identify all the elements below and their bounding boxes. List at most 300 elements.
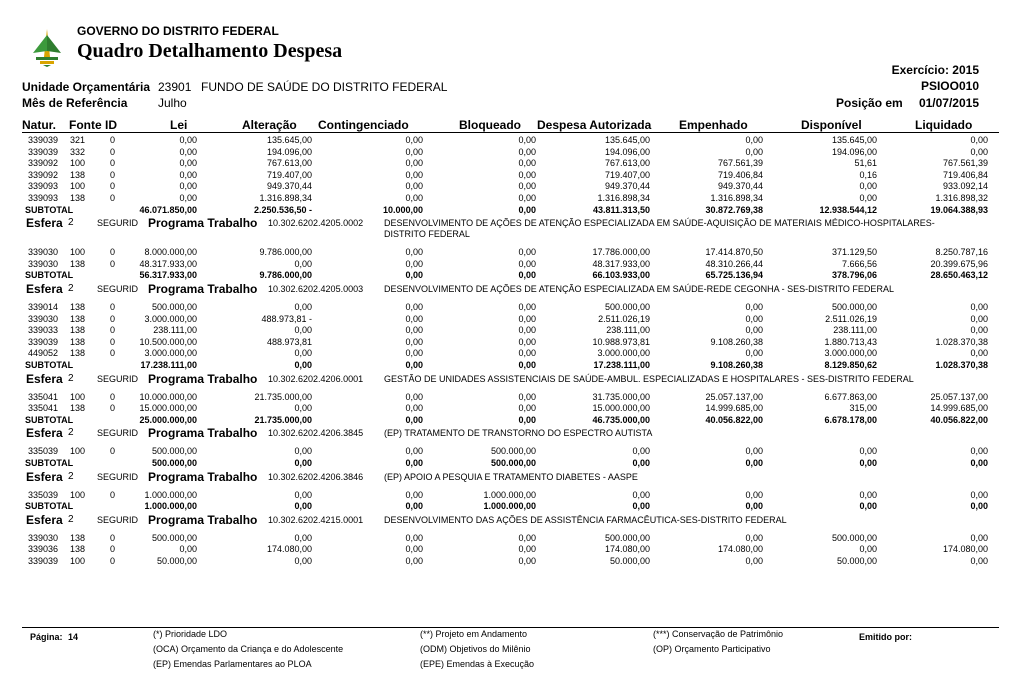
esfera-segment: SEGURID [97, 471, 139, 482]
esfera-number: 2 [68, 513, 74, 525]
subtotal-bloqueado: 1.000.000,00 [483, 501, 536, 512]
table-row [0, 147, 1029, 158]
cell-lei: 0,00 [179, 544, 197, 555]
cell-bloqueado: 0,00 [518, 193, 536, 203]
cell-bloqueado: 0,00 [518, 258, 536, 269]
legend-ep: (EP) Emendas Parlamentares ao PLOA [153, 659, 312, 669]
cell-fonte: 138 [70, 325, 86, 336]
cell-fonte: 100 [70, 489, 86, 500]
cell-natur: 335039 [28, 446, 59, 457]
cell-despesa-autorizada: 500.000,00 [604, 532, 650, 543]
cell-fonte: 332 [70, 146, 86, 157]
cell-disponivel: 0,00 [859, 489, 877, 500]
programa-label: Programa Trabalho [148, 216, 258, 231]
cell-empenhado: 0,00 [745, 348, 763, 359]
subtotal-contingenciado: 0,00 [405, 270, 423, 281]
cell-contingenciado: 0,00 [405, 169, 423, 180]
cell-contingenciado: 0,00 [405, 336, 423, 347]
cell-empenhado: 9.108.260,38 [710, 336, 763, 347]
cell-contingenciado: 0,00 [405, 146, 423, 157]
subtotal-empenhado: 9.108.260,38 [710, 360, 763, 370]
table-row [0, 325, 1029, 336]
programa-description: DESENVOLVIMENTO DE AÇÕES DE ATENÇÃO ESPECIALIZADA EM SAÚDE-REDE CEGONHA - SES-DISTRITO FEDERAL [384, 284, 894, 294]
cell-id: 0 [110, 336, 116, 347]
esfera-segment: SEGURID [97, 218, 139, 229]
subtotal-lei: 56.317.933,00 [139, 270, 197, 281]
cell-empenhado: 949.370,44 [717, 181, 763, 192]
table-row [0, 193, 1029, 204]
subtotal-row [0, 270, 1029, 281]
cell-id: 0 [110, 313, 116, 324]
cell-disponivel: 371.129,50 [831, 247, 877, 258]
cell-id: 0 [110, 446, 116, 457]
subtotal-disponivel: 6.678.178,00 [824, 414, 877, 425]
esfera-segment: SEGURID [97, 514, 139, 525]
esfera-number: 2 [68, 283, 74, 294]
cell-liquidado: 1.316.898,32 [935, 193, 988, 203]
cell-empenhado: 0,00 [745, 313, 763, 324]
cell-despesa-autorizada: 174.080,00 [604, 544, 650, 555]
subtotal-empenhado: 40.056.822,00 [705, 414, 763, 425]
subtotal-alteracao: 0,00 [294, 360, 312, 370]
subtotal-row [0, 205, 1029, 216]
cell-despesa-autorizada: 48.317.933,00 [592, 258, 650, 269]
cell-contingenciado: 0,00 [405, 258, 423, 269]
cell-lei: 500.000,00 [151, 302, 197, 312]
mes-label: Mês de Referência [22, 96, 128, 110]
cell-fonte: 100 [70, 158, 86, 169]
cell-lei: 1.000.000,00 [144, 489, 197, 500]
cell-despesa-autorizada: 15.000.000,00 [592, 403, 650, 414]
esfera-label: Esfera [26, 512, 63, 527]
cell-id: 0 [110, 135, 116, 145]
cell-empenhado: 17.414.870,50 [705, 247, 763, 258]
cell-bloqueado: 0,00 [518, 169, 536, 180]
programa-label: Programa Trabalho [148, 426, 258, 441]
legend-conservacao: (***) Conservação de Patrimônio [653, 629, 784, 639]
table-row [0, 490, 1029, 501]
cell-contingenciado: 0,00 [405, 544, 423, 555]
cell-bloqueado: 0,00 [518, 336, 536, 347]
subtotal-label: SUBTOTAL [25, 501, 74, 512]
cell-contingenciado: 0,00 [405, 532, 423, 543]
cell-contingenciado: 0,00 [405, 446, 423, 457]
cell-id: 0 [110, 403, 116, 414]
cell-lei: 238.111,00 [153, 325, 197, 336]
cell-alteracao: 135.645,00 [266, 135, 312, 145]
programa-label: Programa Trabalho [148, 371, 258, 386]
pagina-label: Página: [30, 632, 63, 642]
cell-id: 0 [110, 489, 116, 500]
cell-lei: 15.000.000,00 [139, 403, 197, 414]
esfera-label: Esfera [26, 216, 63, 231]
cell-id: 0 [110, 193, 116, 203]
cell-alteracao: 0,00 [294, 446, 312, 457]
subtotal-liquidado: 0,00 [970, 501, 988, 512]
cell-fonte: 138 [70, 313, 86, 324]
cell-despesa-autorizada: 135.645,00 [604, 135, 650, 145]
cell-lei: 500.000,00 [151, 532, 197, 543]
programa-code: 10.302.6202.4215.0001 [268, 514, 364, 525]
cell-liquidado: 1.028.370,38 [935, 336, 988, 347]
subtotal-liquidado: 0,00 [970, 458, 988, 468]
subtotal-lei: 46.071.850,00 [139, 204, 197, 215]
subtotal-despesa-autorizada: 66.103.933,00 [592, 270, 650, 281]
cell-natur: 339039 [28, 336, 59, 347]
cell-disponivel: 0,00 [859, 193, 877, 203]
cell-fonte: 138 [70, 532, 86, 543]
cell-bloqueado: 0,00 [518, 302, 536, 312]
cell-bloqueado: 0,00 [518, 247, 536, 258]
cell-disponivel: 238.111,00 [833, 325, 877, 336]
subtotal-label: SUBTOTAL [25, 414, 74, 425]
cell-despesa-autorizada: 1.316.898,34 [597, 193, 650, 203]
cell-fonte: 100 [70, 556, 86, 566]
cell-bloqueado: 500.000,00 [490, 446, 536, 457]
cell-despesa-autorizada: 3.000.000,00 [597, 348, 650, 359]
cell-natur: 339092 [28, 169, 59, 180]
cell-contingenciado: 0,00 [405, 403, 423, 414]
subtotal-label: SUBTOTAL [25, 458, 74, 468]
subtotal-lei: 25.000.000,00 [139, 414, 197, 425]
cell-fonte: 138 [70, 302, 86, 312]
programa-code: 10.302.6202.4206.0001 [268, 373, 364, 384]
cell-natur: 339092 [28, 158, 59, 169]
cell-lei: 0,00 [179, 146, 197, 157]
cell-despesa-autorizada: 719.407,00 [604, 169, 650, 180]
cell-disponivel: 315,00 [849, 403, 877, 414]
cell-lei: 3.000.000,00 [144, 348, 197, 359]
cell-despesa-autorizada: 10.988.973,81 [592, 336, 650, 347]
subtotal-despesa-autorizada: 0,00 [632, 501, 650, 512]
cell-fonte: 138 [70, 544, 86, 555]
table-row [0, 247, 1029, 258]
cell-bloqueado: 0,00 [518, 348, 536, 359]
cell-alteracao: 0,00 [294, 556, 312, 566]
cell-liquidado: 719.406,84 [942, 169, 988, 180]
cell-fonte: 100 [70, 247, 86, 258]
cell-despesa-autorizada: 17.786.000,00 [592, 247, 650, 258]
cell-liquidado: 0,00 [970, 489, 988, 500]
cell-fonte: 138 [70, 258, 86, 269]
cell-despesa-autorizada: 767.613,00 [604, 158, 650, 169]
cell-bloqueado: 0,00 [518, 135, 536, 145]
legend-ldo: (*) Prioridade LDO [153, 629, 228, 639]
cell-fonte: 138 [70, 348, 86, 359]
cell-despesa-autorizada: 238.111,00 [606, 325, 650, 336]
report-code: PSIOO010 [920, 79, 979, 93]
cell-alteracao: 949.370,44 [266, 181, 312, 192]
subtotal-alteracao: 0,00 [294, 501, 312, 512]
subtotal-bloqueado: 0,00 [518, 414, 536, 425]
programa-description: GESTÃO DE UNIDADES ASSISTENCIAIS DE SAÚDE-AMBUL. ESPECIALIZADAS E HOSPITALARES - SES-DISTRITO FEDERAL [384, 373, 914, 384]
cell-liquidado: 0,00 [970, 532, 988, 543]
cell-alteracao: 0,00 [294, 348, 312, 359]
esfera-segment: SEGURID [97, 373, 139, 384]
cell-bloqueado: 0,00 [518, 532, 536, 543]
cell-alteracao: 0,00 [294, 489, 312, 500]
cell-lei: 0,00 [179, 135, 197, 145]
cell-contingenciado: 0,00 [405, 302, 423, 312]
subtotal-despesa-autorizada: 0,00 [632, 458, 650, 468]
report-title: Quadro Detalhamento Despesa [77, 40, 343, 62]
cell-id: 0 [110, 247, 116, 258]
cell-despesa-autorizada: 194.096,00 [604, 146, 650, 157]
cell-id: 0 [110, 544, 116, 555]
cell-alteracao: 21.735.000,00 [254, 391, 312, 402]
subtotal-lei: 17.238.111,00 [140, 360, 197, 370]
subtotal-empenhado: 65.725.136,94 [705, 270, 763, 281]
cell-contingenciado: 0,00 [405, 135, 423, 145]
cell-empenhado: 48.310.266,44 [705, 258, 763, 269]
subtotal-disponivel: 0,00 [859, 458, 877, 468]
programa-code: 10.302.6202.4205.0003 [268, 284, 364, 294]
cell-bloqueado: 1.000.000,00 [483, 489, 536, 500]
cell-disponivel: 135.645,00 [831, 135, 877, 145]
col-bloqueado: Bloqueado [459, 118, 521, 132]
cell-liquidado: 14.999.685,00 [930, 403, 988, 414]
cell-despesa-autorizada: 50.000,00 [609, 556, 650, 566]
programa-description-cont: DISTRITO FEDERAL [384, 229, 470, 240]
cell-liquidado: 0,00 [970, 325, 988, 336]
subtotal-contingenciado: 0,00 [405, 414, 423, 425]
cell-liquidado: 0,00 [970, 146, 988, 157]
cell-lei: 0,00 [179, 169, 197, 180]
col-lei: Lei [170, 118, 188, 132]
cell-empenhado: 0,00 [745, 556, 763, 566]
cell-id: 0 [110, 532, 116, 543]
programa-description: DESENVOLVIMENTO DAS AÇÕES DE ASSISTÊNCIA FARMACÊUTICA-SES-DISTRITO FEDERAL [384, 514, 787, 525]
subtotal-bloqueado: 0,00 [518, 270, 536, 281]
cell-empenhado: 0,00 [745, 532, 763, 543]
cell-empenhado: 14.999.685,00 [705, 403, 763, 414]
subtotal-liquidado: 40.056.822,00 [930, 414, 988, 425]
cell-alteracao: 0,00 [294, 325, 312, 336]
cell-liquidado: 933.092,14 [942, 181, 988, 192]
esfera-number: 2 [68, 470, 74, 482]
subtotal-row [0, 458, 1029, 469]
cell-empenhado: 719.406,84 [717, 169, 763, 180]
cell-liquidado: 8.250.787,16 [935, 247, 988, 258]
esfera-segment: SEGURID [97, 284, 139, 294]
gdf-logo-icon [30, 27, 64, 67]
table-row [0, 158, 1029, 169]
cell-alteracao: 719.407,00 [266, 169, 312, 180]
exercicio: Exercício: 2015 [891, 63, 979, 77]
esfera-label: Esfera [26, 371, 63, 386]
subtotal-empenhado: 0,00 [745, 458, 763, 468]
subtotal-disponivel: 0,00 [859, 501, 877, 512]
programa-label: Programa Trabalho [148, 469, 258, 484]
subtotal-bloqueado: 0,00 [518, 204, 536, 215]
col-contingenciado: Contingenciado [318, 118, 409, 132]
cell-disponivel: 51,61 [854, 158, 877, 169]
cell-alteracao: 0,00 [294, 532, 312, 543]
legend-op: (OP) Orçamento Participativo [653, 644, 771, 654]
programa-code: 10.302.6202.4205.0002 [268, 218, 364, 229]
mes-value: Julho [158, 96, 187, 110]
cell-id: 0 [110, 258, 116, 269]
cell-bloqueado: 0,00 [518, 403, 536, 414]
cell-alteracao: 488.973,81 - [261, 313, 312, 324]
cell-empenhado: 0,00 [745, 489, 763, 500]
cell-alteracao: 9.786.000,00 [259, 247, 312, 258]
subtotal-liquidado: 1.028.370,38 [935, 360, 988, 370]
legend-epe: (EPE) Emendas à Execução [420, 659, 535, 669]
subtotal-contingenciado: 0,00 [405, 360, 423, 370]
cell-empenhado: 767.561,39 [717, 158, 763, 169]
cell-lei: 8.000.000,00 [144, 247, 197, 258]
esfera-number: 2 [68, 217, 74, 229]
cell-despesa-autorizada: 0,00 [632, 489, 650, 500]
cell-empenhado: 0,00 [745, 446, 763, 457]
header-rule [22, 132, 999, 133]
cell-contingenciado: 0,00 [405, 193, 423, 203]
cell-lei: 0,00 [179, 158, 197, 169]
cell-bloqueado: 0,00 [518, 146, 536, 157]
legend-odm: (ODM) Objetivos do Milênio [420, 644, 531, 654]
cell-alteracao: 1.316.898,34 [259, 193, 312, 203]
cell-contingenciado: 0,00 [405, 181, 423, 192]
cell-disponivel: 0,00 [859, 544, 877, 555]
table-row [0, 259, 1029, 270]
subtotal-contingenciado: 0,00 [405, 501, 423, 512]
cell-liquidado: 0,00 [970, 313, 988, 324]
table-row [0, 302, 1029, 313]
cell-natur: 339039 [28, 135, 59, 145]
programa-description: DESENVOLVIMENTO DE AÇÕES DE ATENÇÃO ESPECIALIZADA EM SAÚDE-AQUISIÇÃO DE MATERIAIS MÉDICO-HOSPITALARES- [384, 218, 935, 229]
col-disponivel: Disponível [801, 118, 862, 132]
cell-lei: 3.000.000,00 [144, 313, 197, 324]
table-row [0, 392, 1029, 403]
cell-disponivel: 500.000,00 [831, 532, 877, 543]
subtotal-contingenciado: 0,00 [405, 458, 423, 468]
cell-disponivel: 2.511.026,19 [825, 313, 877, 324]
col-id: ID [105, 118, 117, 132]
unidade-code: 23901 [158, 80, 192, 94]
table-row [0, 403, 1029, 414]
cell-natur: 339030 [28, 247, 59, 258]
cell-natur: 339039 [28, 146, 59, 157]
footer-rule [22, 627, 999, 628]
cell-alteracao: 0,00 [294, 302, 312, 312]
cell-id: 0 [110, 325, 116, 336]
cell-lei: 0,00 [179, 181, 197, 192]
cell-natur: 335041 [28, 403, 59, 414]
subtotal-alteracao: 0,00 [294, 458, 312, 468]
table-row [0, 544, 1029, 555]
cell-fonte: 100 [70, 391, 86, 402]
cell-disponivel: 7.666,56 [841, 258, 877, 269]
cell-empenhado: 0,00 [745, 146, 763, 157]
cell-natur: 339030 [28, 258, 59, 269]
subtotal-disponivel: 378.796,06 [831, 270, 877, 281]
cell-fonte: 138 [70, 403, 86, 414]
subtotal-row [0, 360, 1029, 371]
subtotal-label: SUBTOTAL [25, 204, 74, 215]
cell-liquidado: 20.399.675,96 [930, 258, 988, 269]
cell-id: 0 [110, 146, 116, 157]
esfera-number: 2 [68, 372, 74, 384]
cell-id: 0 [110, 158, 116, 169]
cell-id: 0 [110, 181, 116, 192]
cell-contingenciado: 0,00 [405, 489, 423, 500]
col-despesa-autorizada: Despesa Autorizada [537, 118, 652, 132]
cell-lei: 50.000,00 [156, 556, 197, 566]
cell-disponivel: 3.000.000,00 [824, 348, 877, 359]
cell-id: 0 [110, 169, 116, 180]
subtotal-bloqueado: 500.000,00 [490, 458, 536, 468]
table-row [0, 348, 1029, 359]
cell-contingenciado: 0,00 [405, 348, 423, 359]
cell-id: 0 [110, 556, 116, 566]
pagina-value: 14 [68, 632, 79, 642]
cell-id: 0 [110, 348, 116, 359]
emitido-label: Emitido por: [859, 632, 912, 642]
esfera-segment: SEGURID [97, 428, 139, 439]
cell-fonte: 321 [70, 135, 86, 145]
cell-liquidado: 0,00 [970, 446, 988, 457]
cell-bloqueado: 0,00 [518, 556, 536, 566]
cell-fonte: 138 [70, 193, 86, 203]
table-row [0, 556, 1029, 567]
cell-lei: 10.000.000,00 [139, 391, 197, 402]
cell-contingenciado: 0,00 [405, 556, 423, 566]
cell-contingenciado: 0,00 [405, 391, 423, 402]
subtotal-row [0, 501, 1029, 512]
cell-liquidado: 0,00 [970, 556, 988, 566]
cell-empenhado: 1.316.898,34 [710, 193, 763, 203]
subtotal-disponivel: 8.129.850,62 [824, 360, 877, 370]
programa-label: Programa Trabalho [148, 512, 258, 527]
programa-description: (EP) APOIO A PESQUIA E TRATAMENTO DIABETES - AASPE [384, 471, 638, 482]
cell-despesa-autorizada: 500.000,00 [604, 302, 650, 312]
cell-bloqueado: 0,00 [518, 313, 536, 324]
cell-natur: 339030 [28, 313, 59, 324]
cell-despesa-autorizada: 949.370,44 [604, 181, 650, 192]
cell-natur: 335041 [28, 391, 59, 402]
cell-fonte: 138 [70, 169, 86, 180]
cell-natur: 339093 [28, 181, 59, 192]
subtotal-bloqueado: 0,00 [518, 360, 536, 370]
table-row [0, 314, 1029, 325]
subtotal-despesa-autorizada: 46.735.000,00 [592, 414, 650, 425]
cell-disponivel: 0,00 [859, 446, 877, 457]
cell-natur: 339036 [28, 544, 59, 555]
table-row [0, 135, 1029, 146]
cell-natur: 449052 [28, 348, 59, 359]
programa-label: Programa Trabalho [148, 282, 258, 296]
cell-disponivel: 500.000,00 [831, 302, 877, 312]
subtotal-despesa-autorizada: 43.811.313,50 [592, 204, 650, 215]
cell-alteracao: 488.973,81 [266, 336, 312, 347]
programa-description: (EP) TRATAMENTO DE TRANSTORNO DO ESPECTRO AUTISTA [384, 428, 653, 439]
subtotal-liquidado: 28.650.463,12 [930, 270, 988, 281]
table-row [0, 533, 1029, 544]
subtotal-lei: 1.000.000,00 [144, 501, 197, 512]
cell-bloqueado: 0,00 [518, 391, 536, 402]
col-empenhado: Empenhado [679, 118, 748, 132]
cell-bloqueado: 0,00 [518, 544, 536, 555]
cell-bloqueado: 0,00 [518, 181, 536, 192]
legend-oca: (OCA) Orçamento da Criança e do Adolescente [153, 644, 344, 654]
cell-lei: 10.500.000,00 [139, 336, 197, 347]
cell-alteracao: 194.096,00 [266, 146, 312, 157]
cell-bloqueado: 0,00 [518, 325, 536, 336]
unidade-label: Unidade Orçamentária [22, 80, 151, 94]
col-alteracao: Alteração [242, 118, 297, 132]
subtotal-contingenciado: 10.000,00 [382, 204, 423, 215]
